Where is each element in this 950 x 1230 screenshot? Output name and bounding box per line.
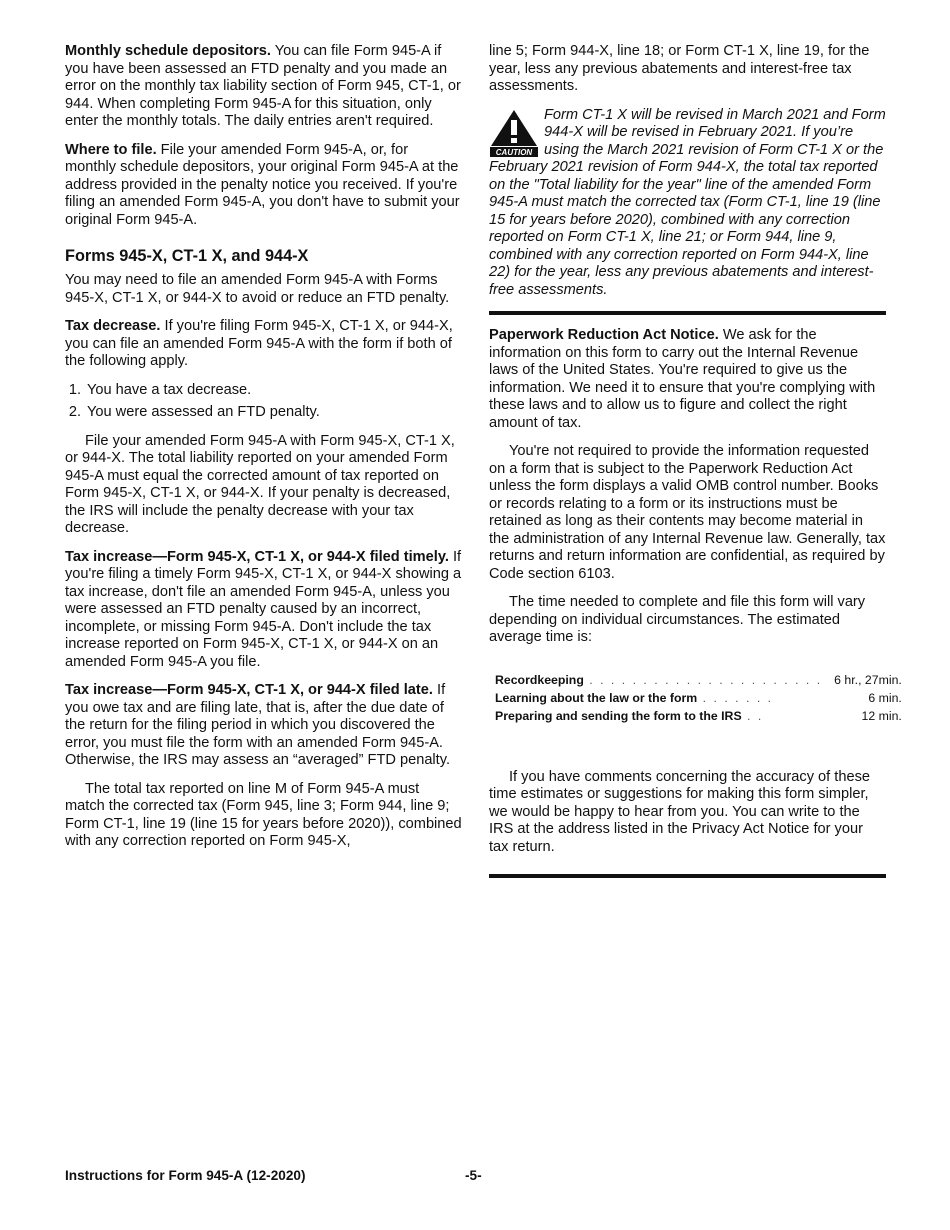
increase-timely-paragraph: Tax increase—Form 945-X, CT-1 X, or 944-X filed timely. If you're filing a timely Form 945-X, CT-1 X, or 944-X showing a tax increase, don't file an amended Form 945-A, unless you were assessed an FTD penalty caused by an incorrect, incomplete, or missing Form 945-A. Don't include the tax increase reported on Form 945-X, CT-1 X, or 944-X on an amended Form 945-A you file. — [65, 548, 462, 670]
comments-paragraph: If you have comments concerning the accuracy of these time estimates or suggestions for making this form simpler, we would be happy to hear from you. You can write to the IRS at the address listed in the Privacy Act Notice for your tax return. — [489, 768, 870, 855]
conditions-list — [65, 382, 462, 422]
monthly-depositors-paragraph: Monthly schedule depositors. You can file Form 945-A if you have been assessed an FTD penalty and you made an error on the monthly tax liability section of Form 945, CT-1, or 944. When completing Form 945-A for this situation, only enter the monthly totals. The daily entries aren't required. — [65, 43, 461, 129]
row-label: Learning about the law or the form — [495, 690, 698, 705]
right-column — [489, 43, 902, 890]
caution-block — [489, 107, 886, 300]
where-to-file-paragraph: Where to file. File your amended Form 945-A, or, for monthly schedule depositors, your original Form 945-A at the address provided in the penalty notice you received. If you're filing an amended Form 945-A, you don't have to submit your original Form 945-A. — [65, 141, 460, 228]
time-needed-paragraph: The time needed to complete and file this form will vary depending on individual circumstances. The estimated average time is: — [489, 594, 866, 645]
leader-dots: . . . . . . . — [697, 690, 774, 705]
section-heading: Forms 945-X, CT-1 X, and 944-X — [65, 247, 309, 265]
increase-late-paragraph: Tax increase—Form 945-X, CT-1 X, or 944-X filed late. If you owe tax and are filing late, that is, after the due date of the return for the filing period in which you discovered the error, you must file the form with an amended Form 945-A. Otherwise, the IRS may assess an “averaged” FTD penalty. — [65, 682, 450, 768]
tax-decrease-paragraph: Tax decrease. If you're filing Form 945-X, CT-1 X, or 944-X, you can file an amended Form 945-A with the form if both of the following apply. — [65, 318, 453, 369]
caution-label: CAUTION — [495, 147, 533, 157]
table-row — [489, 671, 908, 689]
row-value: 6 min. — [868, 690, 902, 705]
paperwork-paragraph: Paperwork Reduction Act Notice. We ask for the information on this form to carry out the Internal Revenue laws of the United States. You're required to give us the information. We need it to ensure that you're complying with these laws and to allow us to figure and collect the right amount of tax. — [489, 327, 876, 431]
decrease-follow-paragraph: File your amended Form 945-A with Form 945-X, CT-1 X, or 944-X. The total liability reported on your amended Form 945-A must equal the corrected amount of tax reported on Form 945-X, CT-1 X, or 944-X. If your penalty is decreased, the IRS will include the penalty decrease with your tax decrease. — [65, 432, 455, 536]
divider — [489, 311, 886, 315]
leader-dots: . . — [741, 708, 764, 723]
time-estimates-table — [489, 671, 908, 725]
table-row — [489, 707, 908, 725]
divider — [489, 874, 886, 878]
leader-dots: . . . . . . . . . . . . . . . . . . . . . . — [583, 672, 823, 687]
list-item: 2. You were assessed an FTD penalty. — [68, 404, 320, 420]
row-value: 6 hr., 27min. — [834, 672, 902, 687]
caution-text: Form CT-1 X will be revised in March 2021 and Form 944-X will be revised in February 2021. If you’re using the March 2021 revision of Form CT-1 X or the February 2021 revision of Form 944-X, the total tax reported on the "Total liability for the year" line of the amended Form 945-A must match the corrected tax (Form CT-1, line 19 (line 15 for years before 2020), combined with any correction reported on Form CT-1 X, line 21; or Form 944, line 9, combined with any correction reported on Form 944-X, line 22) for the year, less any previous abatements and interest-free assessments. — [489, 106, 886, 298]
row-label: Preparing and sending the form to the IRS — [495, 708, 742, 723]
row-value: 12 min. — [861, 708, 902, 723]
footer-title: Instructions for Form 945-A (12-2020) — [65, 1168, 306, 1183]
row-label: Recordkeeping — [495, 672, 584, 687]
continued-paragraph: line 5; Form 944-X, line 18; or Form CT-1 X, line 19, for the year, less any previous abatements and interest-free tax assessments. — [489, 43, 870, 94]
section-intro: You may need to file an amended Form 945-A with Forms 945-X, CT-1 X, or 944-X to avoid or reduce an FTD penalty. — [65, 272, 450, 306]
page-number: -5- — [465, 1168, 482, 1183]
table-row — [489, 689, 908, 707]
list-item: 1. You have a tax decrease. — [68, 381, 252, 398]
left-column — [65, 43, 462, 862]
total-tax-paragraph: The total tax reported on line M of Form 945-A must match the corrected tax (Form 945, line 3; Form 944, line 9; Form CT-1, line 19 (line 15 for years before 2020)), combined with any correction reported on Form 945-X, — [65, 780, 462, 849]
not-required-paragraph: You're not required to provide the information requested on a form that is subject to the Paperwork Reduction Act unless the form displays a valid OMB control number. Books or records relating to a form or its instructions must be retained as long as their contents may become material in the administration of any Internal Revenue law. Generally, tax returns and return information are confidential, as required by Code section 6103. — [489, 443, 886, 582]
caution-icon — [489, 108, 539, 158]
